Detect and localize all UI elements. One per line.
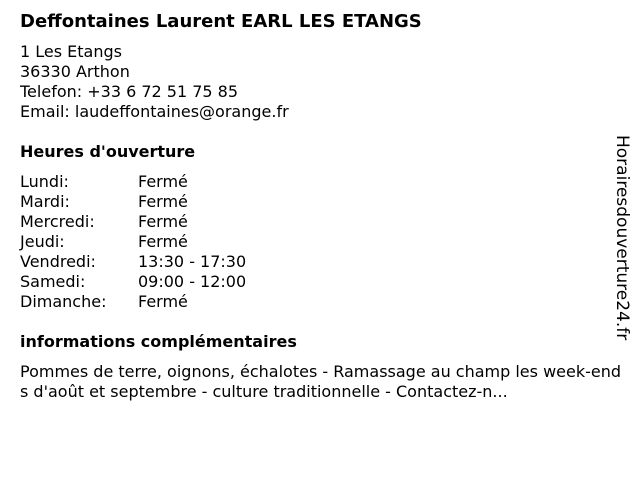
business-card	[20, 10, 620, 402]
day-hours: 09:00 - 12:00	[138, 272, 247, 291]
hours-row-saturday	[20, 272, 620, 292]
site-watermark: Horairesdouverture24.fr	[612, 135, 632, 341]
opening-hours-heading: Heures d'ouverture	[20, 142, 196, 161]
phone-number: Telefon: +33 6 72 51 75 85	[20, 82, 239, 101]
day-hours: Fermé	[138, 232, 188, 251]
day-hours: Fermé	[138, 292, 188, 311]
hours-row-tuesday	[20, 192, 620, 212]
hours-row-sunday	[20, 292, 620, 312]
additional-info-heading: informations complémentaires	[20, 332, 297, 351]
hours-row-monday	[20, 172, 620, 192]
day-label: Jeudi:	[20, 232, 65, 251]
business-name: Deffontaines Laurent EARL LES ETANGS	[20, 11, 422, 32]
day-hours: Fermé	[138, 192, 188, 211]
email-address: Email: laudeffontaines@orange.fr	[20, 102, 289, 121]
city-postcode: 36330 Arthon	[20, 62, 130, 81]
street-address: 1 Les Etangs	[20, 42, 122, 61]
day-hours: Fermé	[138, 212, 188, 231]
hours-row-friday	[20, 252, 620, 272]
opening-hours-table	[20, 172, 620, 312]
contact-block	[20, 42, 620, 122]
hours-row-thursday	[20, 232, 620, 252]
hours-row-wednesday	[20, 212, 620, 232]
day-label: Mercredi:	[20, 212, 95, 231]
day-label: Samedi:	[20, 272, 86, 291]
day-label: Dimanche:	[20, 292, 107, 311]
day-hours: 13:30 - 17:30	[138, 252, 247, 271]
day-hours: Fermé	[138, 172, 188, 191]
additional-info-text: Pommes de terre, oignons, échalotes - Ramassage au champ les week-ends d'août et septembre - culture traditionnelle - Contactez-n...	[20, 362, 622, 401]
day-label: Lundi:	[20, 172, 69, 191]
day-label: Mardi:	[20, 192, 70, 211]
day-label: Vendredi:	[20, 252, 96, 271]
